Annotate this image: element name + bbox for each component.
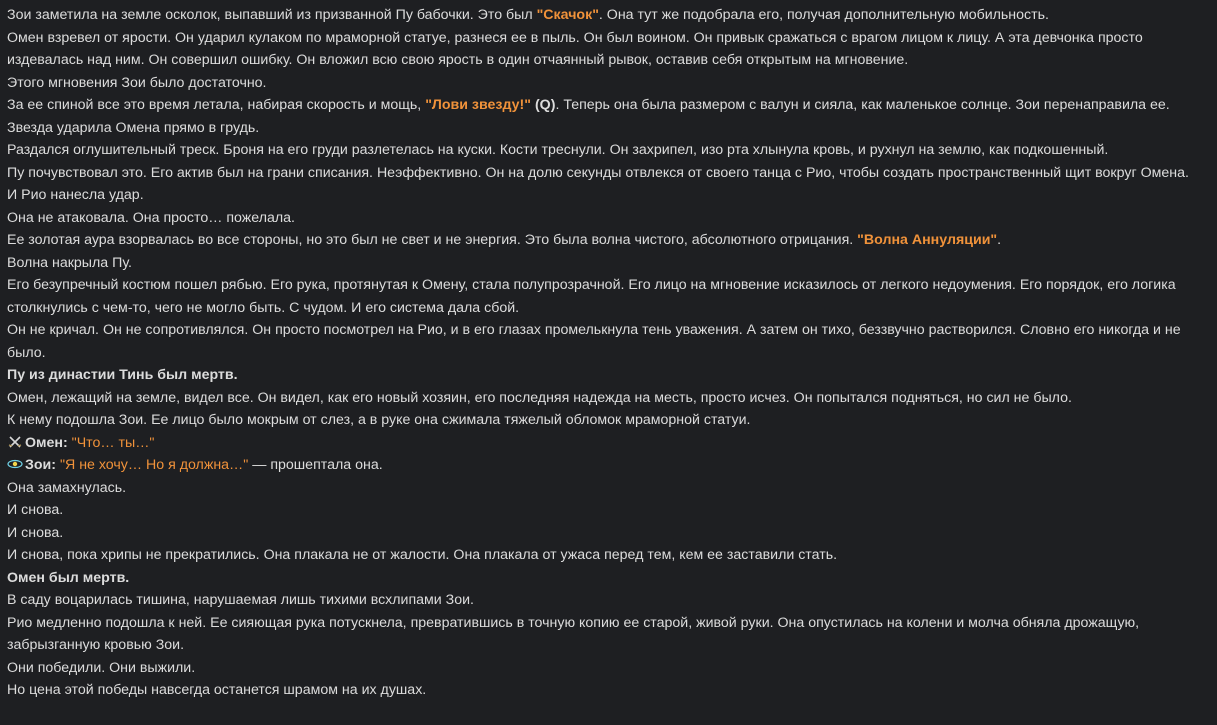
paragraph [7, 4, 1211, 27]
paragraph: Рио медленно подошла к ней. Ее сияющая рука потускнела, превратившись в точную копию ее старой, живой руки. Она опустилась на колени и молча обняла дрожащую, забрызганную кровью Зои. [7, 614, 1140, 653]
paragraph: И снова. [7, 524, 64, 541]
ability-name: "Лови звезду!" [425, 97, 531, 113]
paragraph: Она замахнулась. [7, 479, 127, 496]
dialogue-quote: "Что… ты…" [71, 434, 155, 451]
speaker-name: Омен: [25, 434, 68, 451]
star-ring-icon [7, 455, 23, 467]
paragraph: К нему подошла Зои. Ее лицо было мокрым от слез, а в руке она сжимала тяжелый обломок мраморной статуи. [7, 412, 751, 428]
paragraph: В саду воцарилась тишина, нарушаемая лишь тихими всхлипами Зои. [7, 592, 474, 608]
paragraph-text: . Теперь она была размером с валун и сияла, как маленькое солнце. Зои перенаправила ее. [555, 97, 1170, 113]
paragraph: И снова. [7, 502, 64, 518]
dialogue-narration: — прошептала она. [248, 457, 383, 473]
paragraph [7, 364, 1211, 387]
paragraph: Она не атаковала. Она просто… пожелала. [7, 209, 295, 226]
ability-name: "Волна Аннуляции" [857, 232, 998, 248]
paragraph: Волна накрыла Пу. [7, 254, 132, 271]
paragraph-text: Ее золотая аура взорвалась во все стороны, но это был не свет и не энергия. Это была волна чистого, абсолютного отрицания. [7, 232, 858, 248]
paragraph-text: . Она тут же подобрала его, получая дополнительную мобильность. [598, 7, 1049, 23]
ability-name: "Скачок" [536, 7, 599, 23]
paragraph: Этого мгновения Зои было достаточно. [7, 74, 267, 91]
paragraph-text: Зои заметила на земле осколок, выпавший из призванной Пу бабочки. Это был [7, 7, 537, 23]
dialogue-line [7, 432, 1211, 455]
paragraph: Омен взревел от ярости. Он ударил кулаком по мраморной статуе, разнеся ее в пыль. Он был воином. Он привык сражаться с врагом лицом к лицу. А эта девчонка просто издевалась над ним. Он совершил ошибку. Он вложил всю свою ярость в один отчаянный рывок, оставив себя открытым на мгновение. [7, 29, 1143, 68]
paragraph: И снова, пока хрипы не прекратились. Она плакала не от жалости. Она плакала от ужаса перед тем, кем ее заставили стать. [7, 547, 838, 563]
paragraph: И Рио нанесла удар. [7, 187, 144, 203]
paragraph [7, 94, 1211, 117]
dialogue-line [7, 454, 1211, 477]
speaker-name: Зои: [25, 457, 57, 473]
paragraph: Но цена этой победы навсегда останется шрамом на их душах. [7, 682, 427, 698]
paragraph: Раздался оглушительный треск. Броня на его груди разлетелась на куски. Кости треснули. Он захрипел, изо рта хлынула кровь, и рухнул на землю, как подкошенный. [7, 142, 1109, 158]
paragraph: Его безупречный костюм пошел рябью. Его рука, протянутая к Омену, стала полупрозрачной. Его лицо на мгновение исказилось от легкого недоумения. Его порядок, его логика столкнулись с чем-то, чего не могло быть. С чудом. И его система дала сбой. [7, 277, 1176, 316]
paragraph: Омен, лежащий на земле, видел все. Он видел, как его новый хозяин, его последняя надежда на месть, просто исчез. Он попытался подняться, но сил не было. [7, 389, 1072, 406]
paragraph: Пу почувствовал это. Его актив был на грани списания. Неэффективно. Он на долю секунды отвлекся от своего танца с Рио, чтобы создать пространственный щит вокруг Омена. [7, 164, 1189, 181]
bold-statement: Пу из династии Тинь был мертв. [7, 367, 238, 383]
crossed-swords-icon [7, 433, 23, 445]
paragraph-text: . [997, 232, 1002, 248]
bold-statement: Омен был мертв. [7, 569, 130, 586]
paragraph [7, 567, 1211, 590]
paragraph: Он не кричал. Он не сопротивлялся. Он просто посмотрел на Рио, и в его глазах промелькнула тень уважения. А затем он тихо, беззвучно растворился. Словно его никогда и не было. [7, 322, 1181, 361]
key-hint: (Q) [531, 97, 556, 113]
dialogue-quote: "Я не хочу… Но я должна…" [59, 457, 249, 473]
paragraph: Они победили. Они выжили. [7, 659, 196, 676]
paragraph-text: За ее спиной все это время летала, набирая скорость и мощь, [7, 97, 426, 113]
paragraph [7, 229, 1211, 252]
paragraph: Звезда ударила Омена прямо в грудь. [7, 119, 260, 136]
